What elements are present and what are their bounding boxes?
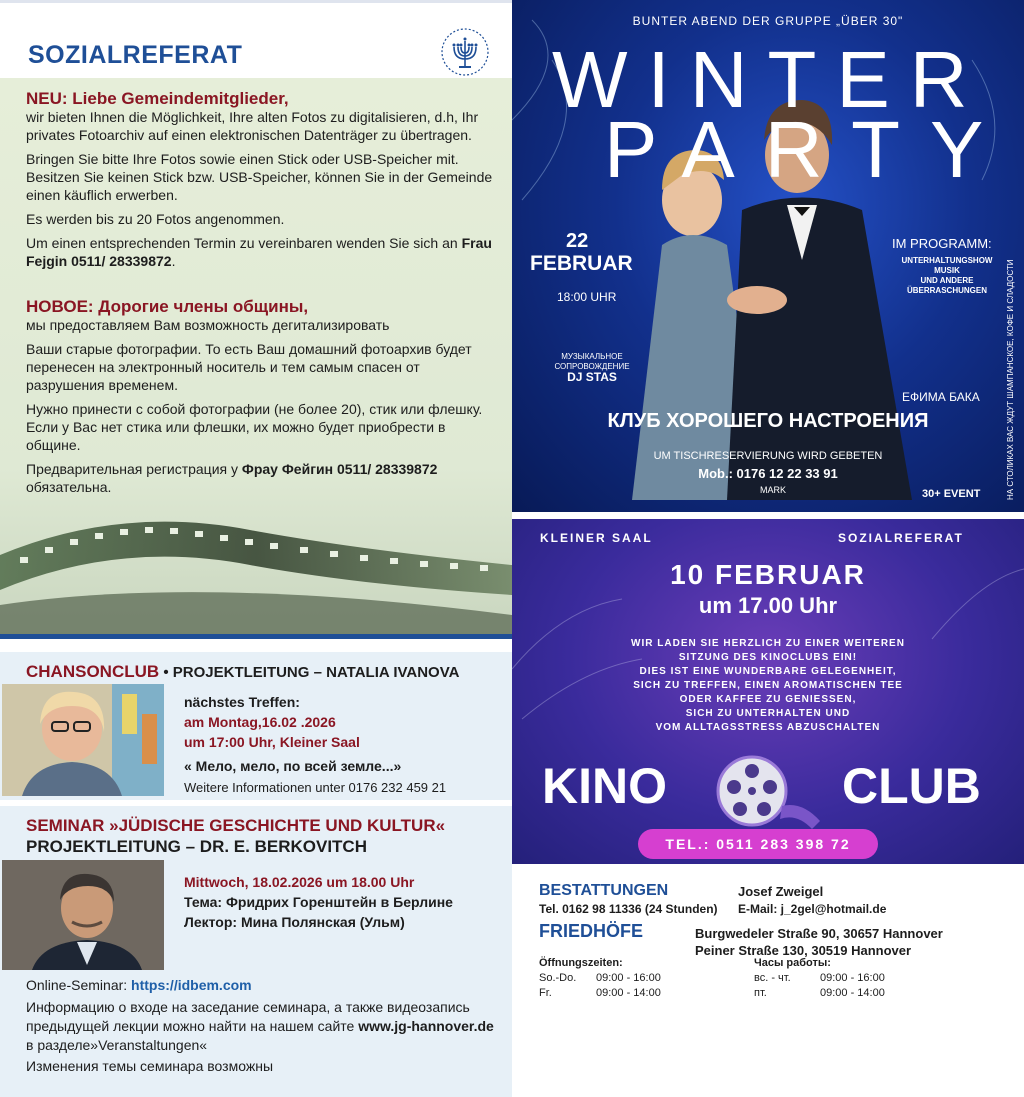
russian-notice [26, 298, 496, 496]
seminar-title: SEMINAR »JÜDISCHE GESCHICHTE UND KULTUR« [26, 816, 446, 835]
opening-ru-hours-2: 09:00 - 14:00 [820, 987, 885, 999]
opening-de-hours-1: 09:00 - 16:00 [596, 972, 661, 984]
kino-text-1: WIR LADEN SIE HERZLICH ZU EINER WEITEREN [631, 638, 905, 649]
seminar-info [26, 998, 496, 1055]
seminar-date: Mittwoch, 18.02.2026 um 18.00 Uhr [184, 874, 415, 890]
side-note: НА СТОЛИКАХ ВАС ЖДУТ ШАМПАНСКОЕ, КОФЕ И СЛАДОСТИ [1006, 259, 1015, 500]
cemetery-address-1: Burgwedeler Straße 90, 30657 Hannover [695, 926, 943, 941]
music-label-2: СОПРОВОЖДЕНИЕ [554, 362, 630, 371]
contact-name: MARK [759, 485, 786, 495]
opening-ru-day-1: вс. - чт. [754, 972, 791, 984]
section-divider [0, 634, 512, 639]
opening-ru-day-2: пт. [754, 987, 767, 999]
opening-ru-hours-1: 09:00 - 16:00 [820, 972, 885, 984]
seminar-info-text: Информацию о входе на заседание семинара, а также видеозапись предыдущей лекции можно найти на нашем сайте [26, 999, 470, 1034]
club-word: CLUB [842, 758, 981, 814]
program-item-3: UND ANDERE [920, 276, 974, 285]
party-word: PARTY [604, 105, 1014, 194]
german-heading: NEU: Liebe Gemeindemitglieder, [26, 89, 289, 108]
german-notice [26, 90, 496, 270]
kino-club-poster [512, 519, 1024, 864]
kino-phone-badge: TEL.: 0511 283 398 72 [638, 829, 878, 859]
winter-word: WINTER [552, 35, 988, 124]
program-title: IM PROGRAMM: [892, 236, 992, 251]
german-contact-end: . [171, 253, 176, 269]
winter-month: FEBRUAR [530, 252, 633, 275]
music-label-1: МУЗЫКАЛЬНОЕ [561, 352, 623, 361]
winter-subtitle: BUNTER ABEND DER GRUPPE „ÜBER 30" [632, 14, 904, 28]
chansonclub-section [0, 652, 512, 800]
program-item-2: MUSIK [934, 266, 960, 275]
reservation-note: UM TISCHRESERVIERUNG WIRD GEBETEN [653, 450, 883, 462]
bestattungen-phone: Tel. 0162 98 11336 (24 Stunden) [539, 902, 718, 916]
german-paragraph-2: Bringen Sie bitte Ihre Fotos sowie einen Stick oder USB-Speicher mit. Besitzen Sie keinen Stick bzw. USB-Speicher, können Sie in der Gemeinde einen käuflich erwerben. [26, 151, 493, 203]
winter-day: 22 [566, 230, 589, 252]
seminar-section [0, 806, 512, 1097]
kino-text-5: ODER KAFFEE ZU GENIESSEN, [679, 694, 857, 705]
winter-party-poster [512, 0, 1024, 512]
kino-text-3: DIES IST EINE WUNDERBARE GELEGENHEIT, [639, 666, 897, 677]
chanson-date: am Montag,16.02 .2026 [184, 714, 336, 730]
chanson-time: um 17:00 Uhr, Kleiner Saal [184, 734, 360, 750]
filmstrip-image [0, 495, 512, 635]
kino-time: um 17.00 Uhr [698, 593, 838, 618]
berkovitch-photo [2, 860, 164, 970]
cemetery-address-2: Peiner Straße 130, 30519 Hannover [695, 943, 912, 958]
menorah-logo-icon [440, 27, 490, 77]
chanson-next-meeting: nächstes Treffen: [184, 694, 300, 710]
contact-email[interactable]: E-Mail: j_2gel@hotmail.de [738, 902, 887, 916]
opening-de-day-1: So.-Do. [539, 972, 577, 984]
chansonclub-title [26, 662, 459, 682]
online-label: Online-Seminar: [26, 977, 132, 993]
seminar-change-note: Изменения темы семинара возможны [26, 1058, 274, 1074]
chanson-info: Weitere Informationen unter 0176 232 459 21 [184, 780, 447, 795]
russian-contact-end: обязательна. [26, 479, 112, 495]
kino-text-2: SITZUNG DES KINOCLUBS EIN! [678, 652, 858, 663]
online-seminar-link[interactable]: https://idbem.com [131, 977, 252, 993]
seminar-online [26, 977, 496, 993]
music-accompaniment [542, 352, 642, 382]
german-paragraph-1: wir bieten Ihnen die Möglichkeit, Ihre alten Fotos zu digitalisieren, d.h, Ihr privates Fotoarchiv auf einen elektronischen Datenträger zu übertragen. [26, 109, 479, 143]
russian-paragraph-4 [26, 460, 496, 496]
sozialreferat-header [0, 0, 512, 78]
film-reel-icon [712, 751, 822, 831]
event-age-badge: 30+ EVENT [922, 488, 981, 500]
chanson-topic: « Мело, мело, по всей земле...» [184, 758, 402, 774]
natalia-photo [2, 684, 164, 796]
german-contact-phone: Frau Fejgin 0511/ 28339872 [26, 235, 492, 269]
opening-de-day-2: Fr. [539, 987, 552, 999]
opening-hours-ru-title: Часы работы: [754, 957, 831, 969]
russian-contact-phone: Фрау Фейгин 0511/ 28339872 [241, 461, 438, 477]
russian-paragraph-1: мы предоставляем Вам возможность дегитализировать [26, 317, 390, 333]
seminar-lecturer: Лектор: Мина Полянская (Ульм) [184, 914, 405, 930]
host-name: ЕФИМА БАКА [902, 390, 980, 404]
friedhoefe-title: FRIEDHÖFE [539, 921, 644, 941]
russian-contact-intro: Предварительная регистрация у [26, 461, 242, 477]
opening-hours-de-title: Öffnungszeiten: [539, 957, 623, 969]
kino-text-7: VOM ALLTAGSSTRESS ABZUSCHALTEN [655, 722, 881, 733]
mobile-number: Mob.: 0176 12 22 33 91 [698, 466, 838, 481]
seminar-info-section: в разделе»Veranstaltungen« [26, 1037, 208, 1053]
bestattungen-title: BESTATTUNGEN [539, 882, 669, 899]
dj-name: DJ STAS [567, 370, 617, 384]
chansonclub-lead: • PROJEKTLEITUNG – NATALIA IVANOVA [159, 664, 460, 681]
seminar-lead: PROJEKTLEITUNG – DR. E. BERKOVITCH [26, 837, 367, 856]
german-contact-intro: Um einen entsprechenden Termin zu vereinbaren wenden Sie sich an [26, 235, 462, 251]
kino-invitation [512, 637, 1024, 735]
russian-paragraph-2: Ваши старые фотографии. То есть Ваш домашний фотоархив будет перенесен на электронный носитель и тем самым спасен от разрушения временем. [26, 341, 472, 393]
kino-date: 10 FEBRUAR [670, 559, 866, 590]
russian-paragraph-3: Нужно принести с собой фотографии (не более 20), стик или флешку. Если у Вас нет стика или флешки, их можно будет приобрести в общине. [26, 401, 483, 453]
program-item-4: ÜBERRASCHUNGEN [906, 286, 987, 295]
seminar-topic: Тема: Фридрих Горенштейн в Берлине [184, 894, 453, 910]
winter-time: 18:00 UHR [557, 290, 617, 304]
kino-organizer: SOZIALREFERAT [838, 531, 964, 545]
kino-location: KLEINER SAAL [540, 531, 653, 545]
kino-text-4: SICH ZU TREFFEN, EINEN AROMATISCHEN TEE [633, 680, 903, 691]
bestattungen-section [512, 870, 1024, 1000]
club-name: КЛУБ ХОРОШЕГО НАСТРОЕНИЯ [607, 410, 929, 432]
german-paragraph-4 [26, 234, 496, 270]
opening-de-hours-2: 09:00 - 14:00 [596, 987, 661, 999]
sozialreferat-title: SOZIALREFERAT [28, 41, 243, 69]
website-link[interactable]: www.jg-hannover.de [358, 1018, 494, 1034]
russian-heading: НОВОЕ: Дорогие члены общины, [26, 297, 309, 316]
chansonclub-name: CHANSONCLUB [26, 662, 160, 681]
kino-text-6: SICH ZU UNTERHALTEN UND [685, 708, 851, 719]
german-paragraph-3: Es werden bis zu 20 Fotos angenommen. [26, 211, 285, 227]
kino-word: KINO [542, 758, 667, 814]
program-list [892, 256, 1002, 296]
contact-person: Josef Zweigel [738, 884, 824, 899]
program-item-1: UNTERHALTUNGSHOW [901, 256, 993, 265]
